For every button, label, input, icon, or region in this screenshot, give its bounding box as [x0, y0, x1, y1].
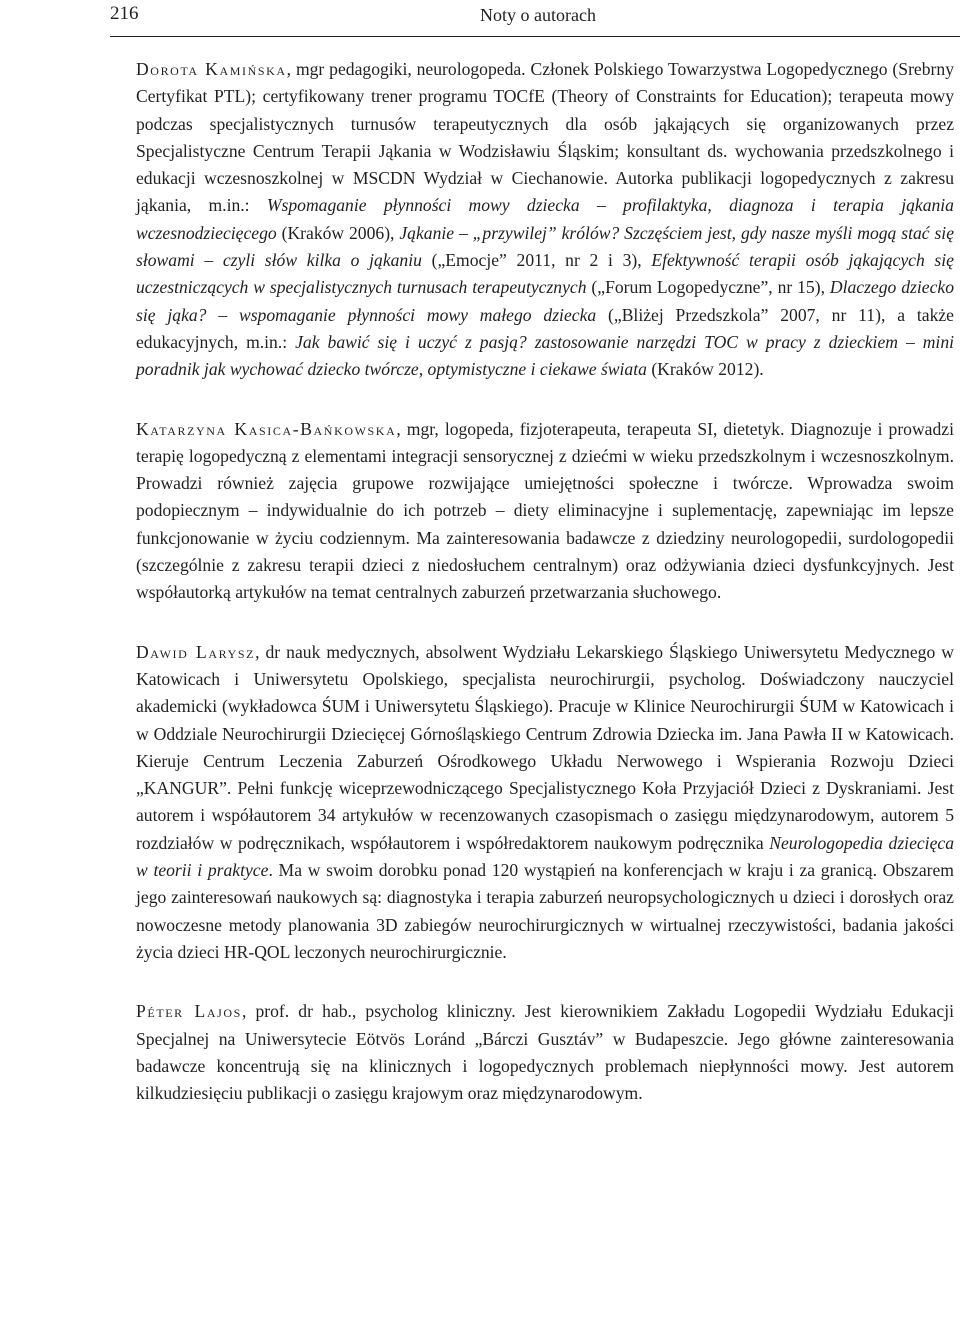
bio-text: („Bliżej Przedszkola” 2007, nr 11), a także edukacyjnych, m.in.:: [136, 304, 954, 352]
author-name: Dawid Larysz: [136, 641, 256, 662]
author-notes: [136, 56, 954, 1139]
publication-title: Dlaczego dziecko się jąka? – wspomaganie płynności mowy małego dziecka: [136, 277, 954, 325]
bio-text: (Kraków 2006),: [276, 222, 400, 243]
bio-text: (Kraków 2012).: [646, 359, 764, 380]
bio-text: , prof. dr hab., psycholog kliniczny. Jest kierownikiem Zakładu Logopedii Wydziału Edukacji Specjalnej na Uniwersytecie Eötvös Loránd „Bárczi Gusztáv” w Budapeszcie. Jego główne zainteresowania badawcze koncentrują się na klinicznych i logopedycznych problemach niepłynności mowy. Jest autorem kilkudziesięciu publikacji o zasięgu krajowym oraz międzynarodowym.: [136, 1001, 955, 1104]
page-number: 216: [110, 3, 139, 24]
author-entry-kasica-bankowska: [136, 416, 954, 607]
publication-title: Wspomaganie płynności mowy dziecka – profilaktyka, diagnoza i terapia jąkania wczesnodziecięcego: [136, 195, 954, 243]
bio-text: („Forum Logopedyczne”, nr 15),: [586, 277, 830, 298]
bio-text: , dr nauk medycznych, absolwent Wydziału Lekarskiego Śląskiego Uniwersytetu Medycznego w Katowicach i Uniwersytetu Opolskiego, specjalista neurochirurgii, psycholog. Doświadczony nauczyciel akademicki (wykładowca ŚUM i Uniwersytetu Śląskiego). Pracuje w Klinice Neurochirurgii ŚUM w Katowicach i w Oddziale Neurochirurgii Dziecięcej Górnośląskiego Centrum Zdrowia Dziecka im. Jana Pawła II w Katowicach. Kieruje Centrum Leczenia Zaburzeń Ośrodkowego Układu Nerwowego i Wspierania Rozwoju Dzieci „KANGUR”. Pełni funkcję wiceprzewodniczącego Specjalistycznego Koła Przyjaciół Dzieci z Dyskraniami. Jest autorem i współautorem 34 artykułów w recenzowanych czasopismach o zasięgu międzynarodowym, autorem 5 rozdziałów w podręcznikach, współautorem i współredaktorem naukowym podręcznika: [136, 641, 954, 853]
author-name: Péter Lajos: [136, 1001, 242, 1022]
author-entry-lajos: [136, 998, 954, 1107]
publication-title: Jąkanie – „przywilej” królów? Szczęściem jest, gdy nasze myśli mogą stać się słowami – czyli słów kilka o jąkaniu: [136, 222, 955, 271]
publication-title: Neurologopedia dziecięca w teorii i praktyce: [136, 832, 954, 881]
bio-text: („Emocje” 2011, nr 2 i 3),: [421, 250, 652, 271]
author-entry-kaminska: [136, 56, 954, 384]
publication-title: Jak bawić się i uczyć z pasją? zastosowanie narzędzi TOC w pracy z dzieckiem – mini poradnik jak wychować dziecko twórcze, optymistyczne i ciekawe świata: [136, 331, 954, 380]
page-header: [110, 0, 960, 37]
publication-title: Efektywność terapii osób jąkających się uczestniczących w specjalistycznych turnusach terapeutycznych: [136, 250, 954, 298]
author-name: Dorota Kamińska: [136, 59, 287, 79]
running-title: Noty o autorach: [480, 5, 596, 25]
bio-text: , mgr pedagogiki, neurologopeda. Członek Polskiego Towarzystwa Logopedycznego (Srebrny Certyfikat PTL); certyfikowany trener programu TOCfE (Theory of Constraints for Education); terapeuta mowy podczas specjalistycznych turnusów terapeutycznych dla osób jąkających się organizowanych przez Specjalistyczne Centrum Terapii Jąkania w Wodzisławiu Śląskim; konsultant ds. wychowania przedszkolnego i edukacji wczesnoszkolnej w MSCDN Wydział w Ciechanowie. Autorka publikacji logopedycznych z zakresu jąkania, m.in.:: [136, 59, 954, 216]
author-name: Katarzyna Kasica-Bańkowska: [136, 418, 397, 439]
author-entry-larysz: [136, 639, 954, 967]
bio-text: , mgr, logopeda, fizjoterapeuta, terapeuta SI, dietetyk. Diagnozuje i prowadzi terapię logopedyczną z elementami integracji sensorycznej z dziećmi w wieku przedszkolnym i wczesnoszkolnym. Prowadzi również zajęcia grupowe rozwijające umiejętności społeczne i twórcze. Wprowadza swoim podopiecznym – indywidualnie do ich potrzeb – diety eliminacyjne i suplementację, zapewniając im lepsze funkcjonowanie w życiu codziennym. Ma zainteresowania badawcze z dziedziny neurologopedii, surdologopedii (szczególnie z zakresu terapii dzieci z niedosłuchem centralnym) oraz odżywiania dzieci dysfunkcyjnych. Jest współautorką artykułów na temat centralnych zaburzeń przetwarzania słuchowego.: [136, 418, 954, 603]
bio-text: . Ma w swoim dorobku ponad 120 wystąpień na konferencjach w kraju i za granicą. Obszarem jego zainteresowań naukowych są: diagnostyka i terapia zaburzeń neuropsychologicznych u dzieci i dorosłych oraz nowoczesne metody planowania 3D zabiegów neurochirurgicznych w wirtualnej rzeczywistości, badania jakości życia dzieci HR-QOL leczonych neurochirurgicznie.: [136, 860, 954, 962]
